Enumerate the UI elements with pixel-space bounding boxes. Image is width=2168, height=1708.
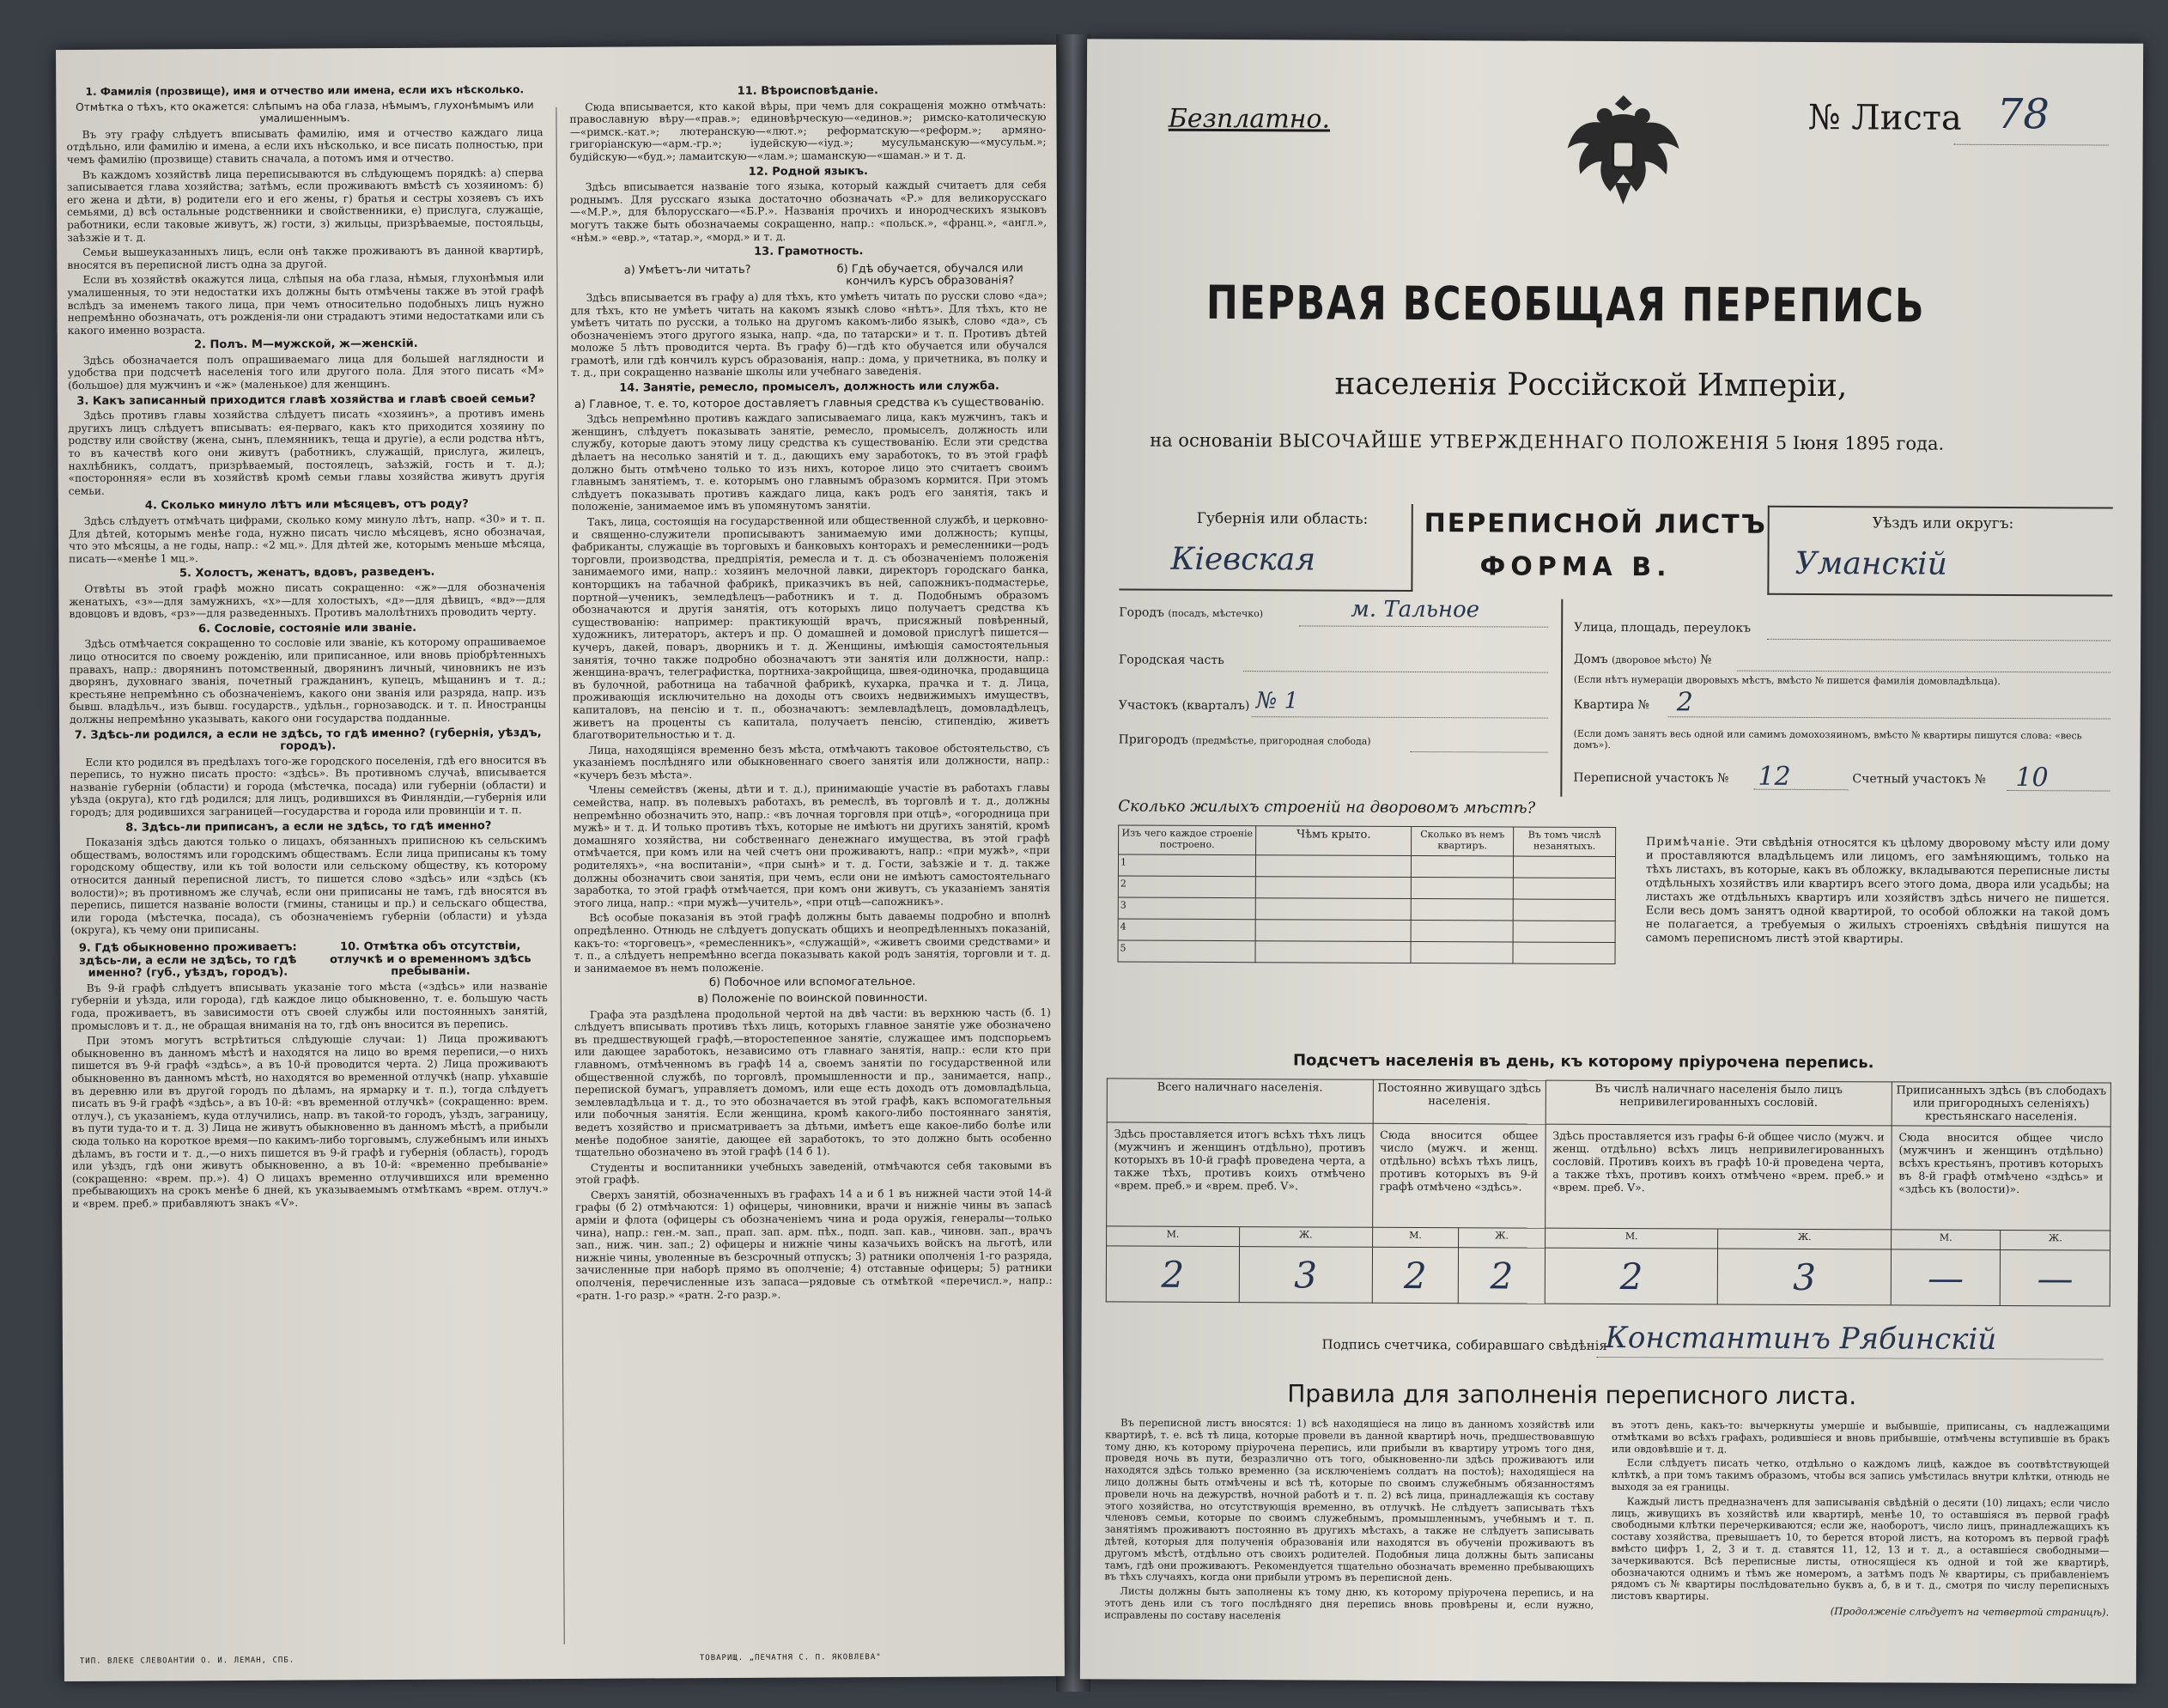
perepis-uchastok-label: Переписной участокъ № (1573, 770, 1729, 786)
q11-title: 11. Вѣроисповѣданіе. (737, 84, 878, 98)
bld-cell (1513, 856, 1615, 878)
gorod-field (1119, 605, 1263, 620)
count-col-head: Приписанныхъ здѣсь (въ слободахъ или пригородныхъ селеніяхъ) крестьянскаго населенія. (1892, 1082, 2110, 1127)
uchastok-label: Участокъ (кварталъ) (1118, 698, 1250, 714)
q9-title: 9. Гдѣ обыкновенно проживаетъ: здѣсь-ли, а если не здѣсь, то гдѣ именно? (губ., уѣздъ, городъ). (78, 940, 297, 981)
male-count: 2 (1372, 1247, 1459, 1303)
prigorod-label: Пригородъ (1118, 732, 1188, 747)
female-label: Ж. (1718, 1229, 1892, 1249)
note-text: Эти свѣдѣнія относятся къ цѣлому дворовому мѣсту или дому и проставляются владѣльцемъ или лицомъ, его замѣняющимъ, только на тѣхъ листахъ, въ которые, какъ въ обложку, вкладываются переписные листы отдѣльныхъ хозяйствъ или квартиръ всего этого дома, двора или усадьбы; на листахъ же отдѣльныхъ квартиръ или хозяйствъ здѣсь ничего не пишется. Если весь домъ занятъ одной квартирой, то особой обложки на такой домъ не полагается, а требуемыя о жилыхъ строеніяхъ свѣдѣнія пишутся на самомъ переписномъ листѣ этой квартиры. (1645, 836, 2110, 946)
female-label: Ж. (1239, 1227, 1372, 1248)
bld-col-roof: Чѣмъ крыто. (1256, 826, 1412, 856)
bld-cell (1411, 941, 1513, 963)
bld-col-apartments: Сколько въ немъ квартиръ. (1412, 826, 1514, 856)
q4-title: 4. Сколько минуло лѣтъ или мѣсяцевъ, отъ роду? (144, 497, 469, 513)
schet-uchastok-label: Счетный участокъ № (1852, 772, 1986, 787)
bld-row-number: 5 (1118, 940, 1255, 963)
paragraph: Въ переписной листъ вносятся: 1) всѣ находящіеся на лицо въ данномъ хозяйствѣ или квартирѣ, т. е. всѣ тѣ лица, которые провели въ данной квартирѣ ночь, предшествовавшую тому дню, къ которому пріурочена перепись, или прибыли въ квартиру утромъ того дня, проведя ночь въ пути, безразлично отъ того, обыкновенно-ли здѣсь проживаютъ или находятся здѣсь только временно (за исключеніемъ солдатъ на постоѣ); находящіеся на лицо должны быть отмѣчены и всѣ тѣ, которые по своимъ служебнымъ обязанностямъ провели ночь на дежурствѣ, ночной работѣ и т. п. 2) всѣ лица, принадлежащія къ составу этого хозяйства, но отсутствующія временно, въ отлучкѣ. Не слѣдуетъ записывать тѣхъ членовъ семьи, которые по своимъ служебнымъ, промышленнымъ, учебнымъ и т. п. занятіямъ проживаютъ постоянно въ другихъ мѣстахъ, а также не слѣдуетъ записывать дѣтей, которыя для полученія образованія или находятся въ обученіи проживаютъ въ другомъ мѣстѣ, отдѣльно отъ своихъ родителей. Подобныя лица должны быть записаны тамъ, гдѣ они проживаютъ. Рекомендуется тщательно обозначать временно пребывающихъ въ тѣхъ случаяхъ, когда они прибыли утромъ въ переписной день. (1104, 1416, 1595, 1584)
chast-label: Городская часть (1118, 653, 1224, 668)
paragraph: Здѣсь отмѣчается сокращенно то сословіе или званіе, къ которому опрашиваемое лицо относится по своему рожденію, или приписанное, или вновь пріобрѣтенныхъ правахъ, напр.: дворянинъ потомственный, дворянинъ личный, чиновникъ не изъ дворянъ, духовнаго званія, почетный гражданинъ, купецъ, мѣщанинъ и т. д.; крестьяне непремѣнно съ обозначеніемъ, какого они званія или разряда, напр. изъ бывш. владѣльч., изъ бывш. государств., удѣльн., горнозаводск. и т. п. Иностранцы должны непремѣнно указывать, какого они государства подданные. (69, 635, 547, 726)
bld-row-number: 2 (1118, 876, 1255, 898)
count-col-text: Сюда вносится общее число (мужчинъ и женщинъ отдѣльно) всѣхъ крестьянъ, противъ которыхъ въ 8-й графѣ отмѣчено «здѣсь» и «здѣсь къ (волости)». (1892, 1126, 2111, 1231)
q6-title: 6. Сословіе, состояніе или званіе. (197, 621, 417, 635)
bld-cell (1411, 920, 1513, 942)
bld-cell (1255, 941, 1411, 963)
count-title: Подсчетъ населенія въ день, къ которому пріурочена перепись. (1292, 1051, 1874, 1073)
gorod-label: Городъ (1119, 605, 1164, 620)
census-subtitle: населенія Россійской Имперіи, (1334, 366, 1848, 404)
bld-row (1118, 940, 1615, 964)
bld-row (1118, 897, 1615, 921)
signature-handwritten: Константинъ Рябинскій (1605, 1320, 1997, 1357)
count-col-text: Здѣсь проставляется изъ графы 6-й общее число (мужч. и женщ. отдѣльно) всѣхъ лицъ непривилегированныхъ сословій. Противъ коихъ въ графѣ 10-й проведена черта, а также тѣхъ, противъ коихъ отмѣчено «врем. преб.» и «врем. преб. V». (1545, 1124, 1892, 1230)
paragraph: Если слѣдуетъ писать четко, отдѣльно о каждомъ лицѣ, каждое въ соотвѣтствующей клѣткѣ, а при томъ такимъ образомъ, чтобы вся запись умѣстилась внутри клѣтки, отнюдь не выходя за ея границы. (1611, 1456, 2110, 1493)
paragraph: въ этотъ день, какъ-то: вычеркнуты умершіе и выбывшіе, приписаны, съ надлежащими отмѣтками во всѣхъ графахъ, родившіеся и вновь прибывшіе, отмѣчены вступившіе въ бракъ или овдовѣвшіе и т. д. (1611, 1419, 2110, 1456)
note-label: Примѣчаніе. (1646, 836, 1731, 849)
uchastok-handwritten: № 1 (1255, 688, 1299, 714)
sheet-number-handwritten: 78 (1996, 89, 2050, 139)
population-count-table (1106, 1078, 2111, 1306)
chast-line (1243, 671, 1548, 673)
male-count: 2 (1106, 1246, 1239, 1303)
q3-title: 3. Какъ записанный приходится главѣ хозяйства и главѣ своей семьи? (76, 392, 537, 408)
ulitsa-label: Улица, площадь, переулокъ (1574, 620, 1752, 635)
buildings-table (1117, 824, 1616, 964)
q2-title: 2. Полъ. М—мужской, ж—женскій. (193, 337, 418, 352)
form-title: ПЕРЕПИСНОЙ ЛИСТЪ (1424, 508, 1767, 540)
paragraph: Если кто родился въ предѣлахъ того-же городского поселенія, гдѣ его вносится въ перепись, то нужно писать просто: «здѣсь». Въ противномъ случаѣ, вписывается названіе губерніи (области) и города (мѣстечка, посада) или губерніи (области) и уѣзда (округа), кто гдѣ родился; для лицъ, родившихся въ Финляндіи,—губернія или городъ; для родившихся заграницей—государства и города или провинціи и т. п. (70, 753, 547, 819)
paragraph: Семьи вышеуказанныхъ лицъ, если онѣ также проживаютъ въ данной квартирѣ, вносятся въ переписной листъ одна за другой. (67, 244, 544, 271)
prigorod-line (1411, 751, 1548, 753)
rules-column-left (1104, 1417, 1594, 1626)
paragraph: При этомъ могутъ встрѣтиться слѣдующіе случаи: 1) Лица проживаютъ обыкновенно въ данномъ мѣстѣ и находятся на лицо во время переписи,—о нихъ пишется въ 9-й графѣ «здѣсь», а въ 10-й проводится черта. 2) Лица проживаютъ обыкновенно въ данномъ мѣстѣ, но находятся во временной отлучкѣ (напр. уѣхавшіе въ деревню или въ другой городъ по дѣламъ, на ярмарку и т. п.), тогда слѣдуетъ писать въ 9-й графѣ «здѣсь», а въ 10-й: «въ временной отлучкѣ» (сокращенно: врем. отлуч.), съ указаніемъ, куда отлучились, напр. въ такой-то городъ, уѣздъ, заграницу, въ пути туда-то и т. д. 3) Лица не живутъ обыкновенно въ данномъ мѣстѣ, а прибыли сюда только на короткое время—по какимъ-либо торговымъ, служебнымъ или иныхъ дѣламъ, въ гости и т. д.,—о нихъ пишется въ 9-й графѣ и губернія (область), городъ или уѣздъ, гдѣ они живутъ обыкновенно, а въ 10-й: «временно пребываніе» (сокращенно: «врем. пр.»). 4) О лицахъ временно отлучившихся или временно пребывающихъ на срокъ менѣе 6 дней, къ указываемымъ отмѣткамъ «врем. отлуч.» и «врем. преб.» прибавляютъ знакъ «V». (71, 1032, 550, 1210)
gorod-line (1299, 625, 1548, 627)
kvartira-label: Квартира № (1573, 697, 1649, 713)
bld-cell (1255, 898, 1411, 921)
uezd-box (1767, 506, 2112, 597)
bld-row (1118, 919, 1615, 943)
right-page (1080, 39, 2143, 1683)
bld-row-number: 4 (1118, 919, 1255, 941)
kvartira-handwritten: 2 (1676, 687, 1693, 718)
count-col-text: Сюда вносится общее число (мужч. и женщ. отдѣльно) всѣхъ тѣхъ лицъ, противъ которыхъ въ 9-й графѣ отмѣчено «здѣсь». (1372, 1123, 1546, 1228)
paragraph: Здѣсь непремѣнно противъ каждаго записываемаго лица, какъ мужчинъ, такъ и женщинъ, слѣдуетъ показывать занятіе, ремесло, промыселъ, должность или службу, которые даютъ этому лицу средства къ существованію. Если эти средства дѣлаетъ на несолько занятій и т. д., дающихъ ему заработокъ, то въ этой графѣ должно быть отмѣчено только то изъ нихъ, которое лицо это считаетъ своимъ главнымъ занятіемъ, т. е. которымъ оно главнымъ образомъ кормится. При этомъ слѣдуетъ показывать противъ каждаго лица, какъ родъ его занятія, такъ и положеніе, занимаемое имъ въ упомянутомъ занятіи. (571, 410, 1048, 514)
paragraph: Показанія здѣсь даются только о лицахъ, обязанныхъ приписною къ сельскимъ обществамъ, волостямъ или городскимъ обществамъ. Если лица приписаны къ тому городскому обществу, или къ той волости или сельскому обществу, къ которому относится данный переписной листъ, то пишется слово «здѣсь» или «здѣсь (къ волости)»; въ противномъ же случаѣ, если они приписаны не тамъ, гдѣ вносятся въ перепись, пишется названіе волости (гмины, станицы и пр.) и сельскаго общества, или города (мѣстечка, посада), съ обозначеніемъ губерніи (области) и уѣзда (округа), къ чему они приписаны. (70, 834, 548, 937)
bld-row-number: 1 (1118, 854, 1255, 877)
uchastok-line (1252, 716, 1548, 719)
q13a: а) Умѣетъ-ли читать? (623, 263, 751, 277)
bld-cell (1513, 921, 1615, 943)
address-divider (1560, 599, 1563, 797)
paragraph: Если въ хозяйствѣ окажутся лица, слѣпыя на оба глаза, нѣмыя, глухонѣмыя или умалишенныя, то эти недостатки ихъ должны быть отмѣчены также въ этой графѣ вслѣдъ за именемъ такого лица, при чемъ относительно подобныхъ лицъ нужно непремѣнно обозначать, отъ рожденія-ли они страдаютъ этими недостатками или съ какого именно возраста. (67, 271, 544, 337)
double-headed-eagle-icon (1563, 88, 1684, 218)
q14a: а) Главное, т. е. то, которое доставляетъ главныя средства къ существованію. (574, 395, 1045, 411)
free-label: Безплатно. (1168, 103, 1331, 135)
signature-label: Подпись счетчика, собиравшаго свѣдѣнія (1321, 1336, 1607, 1353)
paragraph: Въ 9-й графѣ слѣдуетъ вписывать указаніе того мѣста («здѣсь» или названіе губерніи и уѣзда, или города), гдѣ каждое лицо обыкновенно, т. е. большую часть года, проживаетъ, въ зависимости отъ своей службы или постоянныхъ занятій, промысловъ и т. д., не обращая вниманія на то, гдѣ онъ вносится въ перепись. (70, 979, 548, 1032)
bld-cell (1411, 877, 1513, 899)
bld-col-vacant: Въ томъ числѣ незанятыхъ. (1514, 827, 1616, 857)
count-col-head: Постоянно живущаго здѣсь населенія. (1373, 1079, 1546, 1124)
continue-note: (Продолженіе слѣдуетъ на четвертой страницѣ). (1830, 1605, 2110, 1619)
gorod-handwritten: м. Тальное (1351, 596, 1480, 623)
dom-note: (Если нѣтъ нумераціи дворовыхъ мѣстъ, вмѣсто № пишется фамилія домовладѣльца). (1573, 673, 2001, 687)
paragraph: Въ эту графу слѣдуетъ вписывать фамилію, имя и отчество каждаго лица отдѣльно, или фамилію и имена, а если ихъ нѣсколько, и все писать полностью, при чемъ фамилію (прозвище) ставить сначала, а потомъ имя и отчество. (66, 125, 544, 166)
schet-uchastok-handwritten: 10 (2015, 763, 2049, 793)
sheet-number-line (1954, 144, 2109, 146)
paragraph: Въ каждомъ хозяйствѣ лица переписываются въ слѣдующемъ порядкѣ: а) сперва записывается глава хозяйства; затѣмъ, если проживаютъ вмѣстѣ съ хозяиномъ: б) его жена и дѣти, в) родители его и его жены, г) братья и сестры хозяевъ съ ихъ семьями, д) всѣ остальные родственники и свойственники, е) прислуга, служащіе, работники, если таковые живутъ, ж) гости, з) жильцы, призрѣваемые, постояльцы, заѣзжіе и т. д. (66, 166, 544, 244)
bld-cell (1513, 878, 1615, 900)
ulitsa-line (1767, 639, 2110, 641)
male-label: М. (1891, 1230, 2001, 1250)
bld-cell (1256, 855, 1412, 878)
paragraph: Здѣсь вписывается въ графу а) для тѣхъ, кто умѣетъ читать по русски слово «да»; для тѣхъ, кто не умѣетъ читать на какомъ языкѣ слово «нѣтъ». Для тѣхъ, кто не умѣетъ читать по русски, а только на другомъ какомъ-либо языкѣ, слово «да», съ обозначеніемъ этого другого языка, напр. «да, по татарски» и т. п. Противъ дѣтей моложе 5 лѣтъ проводится черта. Въ графу б)—гдѣ кто обучается или обучался грамотѣ, или гдѣ кончилъ курсъ образованія, напр.: дома, у причетника, въ полку и т. д., при сокращенно названіе школы или учебнаго заведенія. (570, 289, 1048, 380)
q1-title: 1. Фамилія (прозвище), имя и отчество или имена, если ихъ нѣсколько. (85, 83, 525, 98)
paragraph: Такъ, лица, состоящія на государственной или общественной службѣ, и церковно-и священно-служители прописываютъ занимаемую ими должность; купцы, фабриканты, служащіе въ торговыхъ и банковыхъ конторахъ и ремесленники—родъ торговли, производства, предпріятія, ремесла и т. д. съ обозначеніемъ положенія занимаемого ими, напр.: хозяинъ мелочной лавки, директоръ городскаго банка, конторщикъ на табачной фабрикѣ, приказчикъ въ ней, сапожникъ-подмастерье, портной—ученикъ, земледѣлецъ—работникъ и т. д. Подобнымъ образомъ обозначаются и другія занятія, отъ которыхъ лицо получаетъ средства къ существованію: например: практикующій врачъ, присяжный повѣренный, художникъ, литераторъ, актеръ и пр. О домашней и домовой прислугѣ пишется—кучеръ, дакей, поваръ, дворникъ и т. д. Женщины, имѣющія самостоятельныя занятія, точно также подробно обозначаютъ эти занятія или должности, напр.: женщина-врачъ, телеграфистка, портниха-закройщица, швея-одиночка, продавщица въ булочной, работница на табачной фабрикѣ, кухарка, прачка и т. д. Лица, проживающія исключительно на доходы отъ своихъ недвижимыхъ имуществъ, капиталовъ, на пенсію и т. п., обозначаютъ: землевладѣлецъ, домовладѣлецъ, живетъ на проценты съ капитала, получаетъ пенсію, стипендію, живетъ благотворительностью и т. д. (571, 514, 1050, 742)
buildings-question: Сколько жилыхъ строеній на дворовомъ мѣстѣ? (1118, 797, 1536, 818)
dom-line (1737, 671, 2110, 673)
bld-cell (1256, 877, 1412, 899)
bld-cell (1255, 920, 1411, 942)
q14-title: 14. Занятіе, ремесло, промыселъ, должность или служба. (619, 380, 999, 395)
paragraph: Листы должны быть заполнены къ тому дню, къ которому пріурочена перепись, и на этотъ день или съ того послѣдняго дня перепись вновь провѣрены и, если нужно, исправлены по составу населенія (1104, 1584, 1594, 1622)
female-label: Ж. (2001, 1230, 2110, 1250)
paragraph: Здѣсь вписывается названіе того языка, который каждый считаетъ для себя роднымъ. Для русскаго языка достаточно обозначать «Р.» для великорусскаго—«М.Р.», для бѣлорусскаго—«Б.Р.». Названія прочихъ и инородческихъ языковъ могутъ также быть обозначаемы сокращенно, напр.: «польск.», «франц.», «англ.», «нѣм.» «евр.», «татар.», «морд.» и т. д. (569, 179, 1048, 244)
female-label: Ж. (1459, 1228, 1546, 1248)
buildings-note (1646, 836, 2110, 947)
basis-prefix: на основаніи (1150, 429, 1273, 452)
bld-row (1118, 876, 1615, 900)
form-letter: ФОРМА В. (1479, 551, 1672, 583)
rules-title: Правила для заполненія переписного листа. (1287, 1379, 1857, 1411)
gubernia-handwritten: Кіевская (1170, 541, 1316, 578)
kvartira-note: (Если домъ занятъ весь одной или самимъ домохозяиномъ, вмѣсто № квартиры пишутся слова: «весь домъ»). (1573, 727, 2082, 751)
q13-title: 13. Грамотность. (754, 245, 864, 258)
dom-label: Домъ (1573, 652, 1608, 666)
female-count: — (2001, 1249, 2110, 1306)
q12-title: 12. Родной языкъ. (748, 164, 868, 179)
bld-col-material: Изъ чего каждое строеніе построено. (1119, 825, 1256, 855)
male-label: М. (1545, 1228, 1718, 1249)
paragraph: Здѣсь обозначается полъ опрашиваемаго лица для большей наглядности и удобства при подсчетѣ населенія того или другого пола. Для этого писать «М» (большое) для мужчинъ и «ж» (маленькое) для женщинъ. (67, 351, 545, 392)
q10-title: 10. Отмѣтка объ отсутствіи, отлучкѣ и о временномъ здѣсь пребываніи. (330, 939, 531, 979)
basis-date: 5 Іюня 1895 года. (1775, 432, 1945, 454)
uezd-label: Уѣздъ или округъ: (1872, 514, 2014, 533)
left-page (56, 45, 1065, 1681)
printer-footer-left: ТИП. ВЛЕКЕ СЛЕВОАНТИИ О. И. ЛЕМАН, СПБ. (79, 1656, 295, 1666)
census-basis (1150, 430, 1944, 454)
basis-decree: ВЫСОЧАЙШЕ УТВЕРЖДЕННАГО ПОЛОЖЕНІЯ (1278, 430, 1770, 453)
female-count: 2 (1458, 1248, 1545, 1304)
printer-footer-right: ТОВАРИЩ. „ПЕЧАТНЯ С. П. ЯКОВЛЕВА" (699, 1653, 882, 1663)
paragraph: Студенты и воспитанники учебныхъ заведеній, отмѣчаются себя таковыми въ этой графѣ. (574, 1158, 1052, 1187)
perepis-uchastok-handwritten: 12 (1758, 761, 1791, 792)
male-count: — (1891, 1249, 2001, 1306)
paragraph: Графа эта раздѣлена продольной чертой на двѣ части: въ верхнюю часть (б. 1) слѣдуетъ вписывать противъ тѣхъ лицъ, которыхъ главное занятіе уже обозначено въ предшествующей графѣ,—второстепенное занятіе, служащее имъ подспорьемъ или дающее заработокъ, независимо отъ главнаго занятія, напр.: если кто при главномъ, отмѣченномъ въ графѣ 14 а, своемъ занятіи по государственной или общественной службѣ, по торговлѣ, промышленности и пр., занимается, напр., перепиской бумагъ, управляетъ домомъ, или еще есть доходъ отъ домовладѣльца, землевладѣльца и т. д., то это обозначается въ этой графѣ, какъ вспомогательныя или побочныя занятія. Если женщина, кромѣ какого-либо постояннаго занятія, ведетъ хозяйство и присматриваетъ за дѣтьми, имѣетъ еще какое-либо болѣе или менѣе подобное занятіе, дающее ей заработокъ, то это должно быть особенно тщательно обозначено въ этой графѣ (14 б 1). (574, 1006, 1052, 1159)
paragraph: Сюда вписывается, кто какой вѣры, при чемъ для сокращенія можно отмѣчать: православную вѣру—«прав.»; единовѣрческую—«единов.»; римско-католическую—«римск.-кат.»; лютеранскую—«лют.»; реформатскую—«реформ.»; армяно-григоріанскую—«арм.-гр.»; іудейскую—«іуд.»; мусульманскую—«мусульм.»; будійскую—«буд.»; ламаитскую—«лам.»; шаманскую—«шаман.» и т. д. (569, 98, 1047, 163)
census-title: ПЕРВАЯ ВСЕОБЩАЯ ПЕРЕПИСЬ (1205, 275, 1926, 333)
gubernia-label: Губернія или область: (1196, 509, 1369, 528)
paragraph: Здѣсь слѣдуетъ отмѣчать цифрами, сколько кому минуло лѣтъ, напр. «30» и т. п. Для дѣтей, которымъ менѣе года, нужно писать число мѣсяцевъ, ясно обозначая, что это мѣсяцы, а не годы, напр.: «2 мц.». Для дѣтей же, которымъ меньше мѣсяца, писать—«менѣе 1 мц.». (68, 513, 546, 565)
paragraph: Каждый листъ предназначенъ для записыванія свѣдѣній о десяти (10) лицахъ; если число лицъ, живущихъ въ хозяйствѣ или квартирѣ, менѣе 10, то оставшіяся въ первой графѣ свободными клѣтки перечеркиваются; если же, наоборотъ, число лицъ, принадлежащихъ къ составу хозяйства, превышаетъ 10, то берется второй листъ, на которомъ въ первой графѣ вмѣсто цифръ 1, 2, 3 и т. д. ставятся 11, 12, 13 и т. д., а оставшіеся свободными—зачеркиваются. Всѣ переписные листы, относящіеся къ одной и той же квартирѣ, обозначаются однимъ и тѣмъ же номеромъ, а затѣмъ подъ № квартиры, съ прибавленіемъ рядомъ съ № квартиры послѣдовательно буквъ а, б, в и т. д., смотря по числу переписныхъ листовъ квартиры. (1611, 1494, 2110, 1602)
sheet-number-label: № Листа (1807, 97, 1962, 138)
count-col-text: Здѣсь проставляется итогъ всѣхъ тѣхъ лицъ (мужчинъ и женщинъ отдѣльно), противъ которыхъ въ 10-й графѣ проведена черта, а также тѣхъ, противъ коихъ отмѣчено «врем. преб.» и «врем. преб. V». (1107, 1122, 1373, 1227)
dom-field (1574, 653, 1712, 667)
q13b: б) Гдѣ обучается, обучался или кончилъ курсъ образованія? (836, 261, 1023, 289)
prigorod-field (1119, 732, 1371, 747)
paragraph: Лица, находящіяся временно безъ мѣста, отмѣчаютъ таковое обстоятельство, съ указаніемъ послѣдняго или обыкновеннаго своего занятія или должности, напр.: «кучеръ безъ мѣста». (573, 741, 1050, 781)
paragraph: Всѣ особые показанія въ этой графѣ должны быть даваемы подробно и вполнѣ опредѣленно. Отнюдь не слѣдуетъ допускать общихъ и неопредѣленныхъ показаній, какъ-то: «торговецъ», «ремесленникъ», «служащій», «живетъ своими средствами» и т. п., а слѣдуетъ непремѣнно всегда показывать какой родъ занятія, торговли и т. д. и занимаемое въ немъ положеніе. (574, 909, 1051, 975)
bld-row (1118, 854, 1615, 878)
column-divider (556, 107, 564, 1644)
prigorod-sub: (предмѣстье, пригородная слобода) (1192, 734, 1371, 747)
paragraph: Сверхъ занятій, обозначенныхъ въ графахъ 14 а и б 1 въ нижней части этой 14-й графы (б 2) отмѣчаются: 1) офицеры, чиновники, врачи и нижніе чины въ запасѣ арміи и флота (офицеры съ обозначеніемъ чина и рода оружія, генералы—только чина), напр.: ген.-м. зап., прап. зап. арм. пѣх., подп. зап. кав., чиновн. зап., врачъ зап., ниж. чин. зап.; 2) офицеры и нижніе чины казачьихъ войскъ на льготѣ, или нижніе чины, уволенные въ безсрочный отпускъ; 3) ратники ополченія 1-го разряда, зачисленные при наборѣ прямо въ ополченіе; 4) отставные офицеры; 5) ратники ополченія, перечисленные изъ запаса—рядовые съ отмѣткой «перечисл.», напр.: «ратн. 1-го разр.» «ратн. 2-го разр.». (575, 1186, 1053, 1302)
gorod-sub: (посадъ, мѣстечко) (1168, 607, 1264, 620)
q14b: б) Побочное или вспомогательное. (708, 976, 916, 990)
q14c: в) Положеніе по воинской повинности. (697, 991, 928, 1006)
left-column-2 (569, 81, 1052, 1304)
rules-column-right (1611, 1419, 2110, 1621)
q5-title: 5. Холостъ, женатъ, вдовъ, разведенъ. (179, 566, 435, 580)
count-col-head: Въ числѣ наличнаго населенія было лицъ непривилегированныхъ сословій. (1546, 1080, 1892, 1126)
female-count: 3 (1239, 1247, 1372, 1304)
dom-no: № (1700, 653, 1712, 667)
uezd-handwritten: Уманскій (1795, 545, 1948, 582)
q1-subtitle: Отмѣтка о тѣхъ, кто окажется: слѣпымъ на оба глаза, нѣмымъ, глухонѣмымъ или умалишеннымъ. (76, 98, 534, 125)
paragraph: Члены семействъ (жены, дѣти и т. д.), принимающіе участіе въ работахъ главы семейства, напр. въ полевыхъ работахъ, въ ремеслѣ, въ торговлѣ и т. д., должны непремѣнно обозначить это, напр.: «въ лочная торговля при отцѣ», «огородница при мужѣ» и т. д. И только противъ тѣхъ, которые не имѣютъ ни другихъ занятій, кромѣ домашняго хозяйства, ни собственнаго денежнаго имущества, въ этой графѣ отмѣчается, при комъ или на чей счетъ они проживаютъ, напр.: «при мужѣ», «при родителяхъ», «на воспитаніи», «при сынѣ» и т. д. Гости, заѣзжіе и т. д. также должны обозначить свои занятія, при чемъ, если они не имѣютъ самостоятельнаго заработка, то этой графѣ отмѣчается, при комъ они живутъ, съ указаніемъ занятія этого лица, напр.: «при мужѣ—учитель», «при отцѣ—сапожникъ». (573, 781, 1051, 909)
bld-cell (1412, 855, 1514, 878)
kvartira-line (1668, 716, 2110, 719)
paragraph: Здѣсь противъ главы хозяйства слѣдуетъ писать «хозяинъ», а противъ имень другихъ лицъ слѣдуетъ вписывать: ея-перваго, какъ кто приходится хозяину по родству или свойству (жена, сынъ, племянникъ, теща и другіе), а если родства нѣтъ, то въ качествѣ кого они живутъ (работникъ, служащій, прислуга, жилецъ, нахлѣбникъ, солдатъ, призрѣваемый, постоялецъ, заѣзжій, гость и т. д.); «посторонняя» если въ хозяйствѣ кромѣ семьи главы хозяйства живутъ другія семьи. (68, 407, 545, 497)
left-column-1 (66, 83, 549, 1213)
bld-cell (1513, 899, 1615, 921)
paragraph: Отвѣты въ этой графѣ можно писать сокращенно: «ж»—для обозначенія женатыхъ, «з»—для замужнихъ, «х»—для холостыхъ, «д»—для дѣвицъ, «вд»—для вдовцовъ и вдовъ, «рз»—для разведенныхъ. Противъ малолѣтнихъ проводить черту. (69, 580, 546, 621)
bld-cell (1513, 942, 1615, 964)
male-label: М. (1107, 1226, 1240, 1247)
signature-line (1596, 1357, 2103, 1360)
q8-title: 8. Здѣсь-ли приписанъ, а если не здѣсь, то гдѣ именно? (125, 819, 492, 835)
count-col-head: Всего наличнаго населенія. (1107, 1079, 1373, 1123)
gubernia-box (1119, 502, 1412, 591)
dom-sub: (дворовое мѣсто) (1612, 653, 1697, 666)
male-count: 2 (1545, 1248, 1718, 1304)
q7-title: 7. Здѣсь-ли родился, а если не здѣсь, то гдѣ именно? (губернія, уѣздъ, городъ). (74, 726, 542, 753)
bld-cell (1411, 898, 1513, 921)
female-count: 3 (1718, 1249, 1892, 1305)
bld-row-number: 3 (1118, 897, 1255, 920)
male-label: М. (1372, 1227, 1459, 1247)
